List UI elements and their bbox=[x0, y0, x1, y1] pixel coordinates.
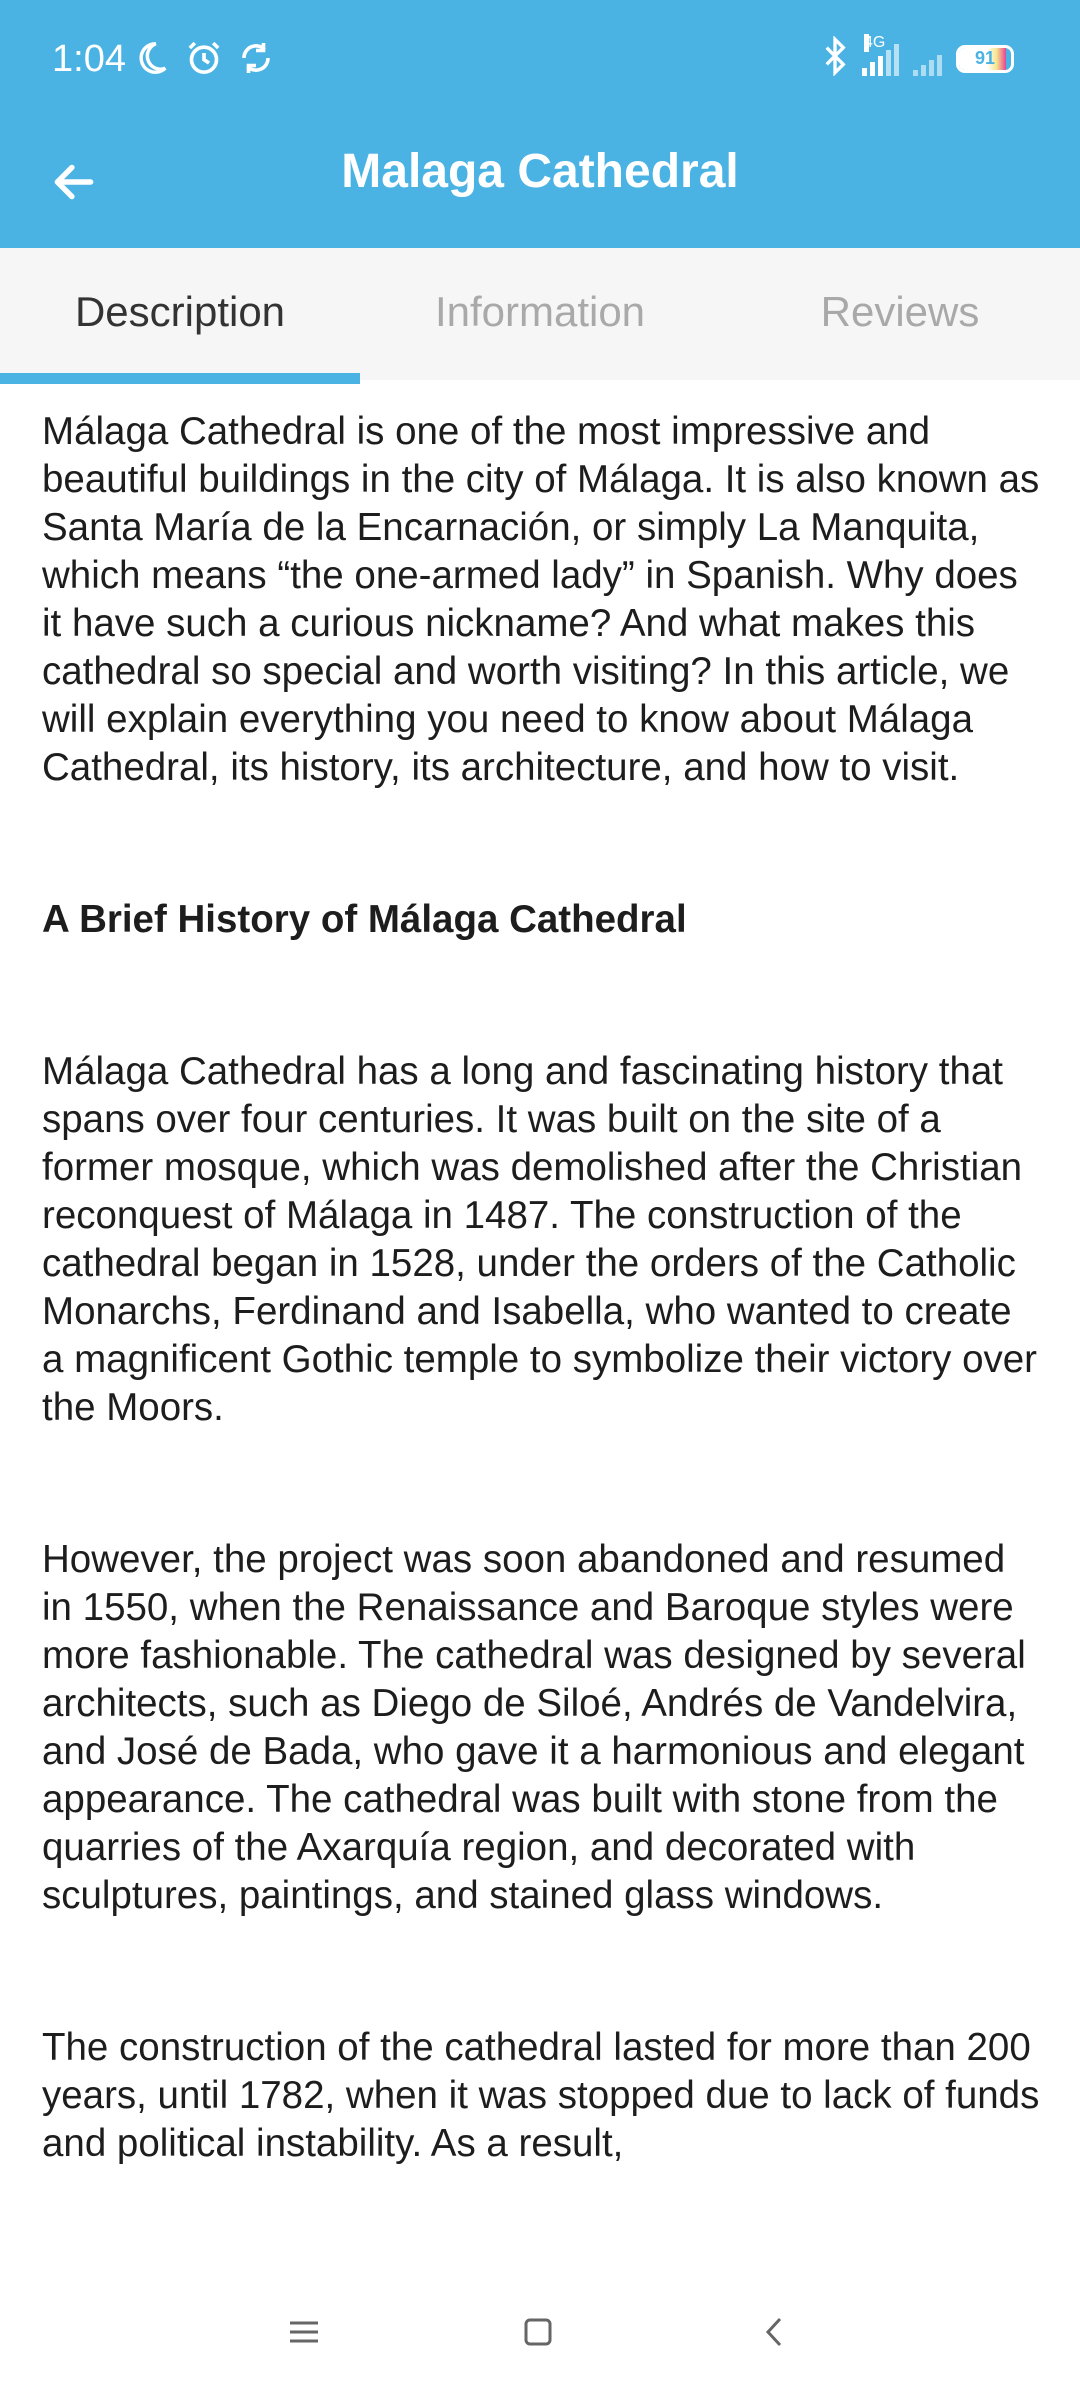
alarm-icon bbox=[184, 38, 224, 78]
system-nav-bar bbox=[0, 2268, 1080, 2400]
back-icon bbox=[762, 2315, 786, 2354]
back-button[interactable] bbox=[38, 148, 110, 220]
history-paragraph-2: However, the project was soon abandoned and resumed in 1550, when the Renaissance and Baroque styles were more fashionable. The cathedral was designed by several architects, such as Diego de Siloé, Andrés de Vandelvira, and José de Bada, who gave it a harmonious and elegant appearance. The cathedral was built with stone from the quarries of the Axarquía region, and decorated with sculptures, paintings, and stained glass windows. bbox=[42, 1538, 1026, 1917]
status-left-icons bbox=[132, 38, 274, 78]
history-paragraph-1: Málaga Cathedral has a long and fascinating history that spans over four centuries. It was built on the site of a former mosque, which was demolished after the Christian reconquest of Málaga in 1487. The construction of the cathedral began in 1528, under the orders of the Catholic Monarchs, Ferdinand and Isabella, who wanted to create a magnificent Gothic temple to symbolize their victory over the Moors. bbox=[42, 1050, 1037, 1429]
history-paragraph-3: The construction of the cathedral lasted for more than 200 years, until 1782, when it was stopped due to lack of funds and political instability. As a result, bbox=[42, 2026, 1040, 2165]
tab-bar bbox=[0, 248, 1080, 380]
battery-level: 91 bbox=[974, 48, 996, 68]
tab-information[interactable]: Information bbox=[434, 288, 646, 335]
signal-secondary-icon bbox=[913, 42, 942, 76]
status-right-icons bbox=[822, 33, 1014, 81]
menu-icon bbox=[287, 2317, 321, 2352]
status-bar bbox=[0, 0, 1080, 120]
section-heading: A Brief History of Málaga Cathedral bbox=[42, 898, 687, 941]
page-title: Malaga Cathedral bbox=[341, 145, 739, 198]
moon-icon bbox=[132, 39, 170, 77]
nav-home-button[interactable] bbox=[510, 2306, 566, 2362]
intro-paragraph: Málaga Cathedral is one of the most impressive and beautiful buildings in the city of Málaga. It is also known as Santa María de la Encarnación, or simply La Manquita, which means “the one-armed lady” in Spanish. Why does it have such a curious nickname? And what makes this cathedral so special and worth visiting? In this article, we will explain everything you need to know about Málaga Cathedral, its history, its architecture, and how to visit. bbox=[42, 410, 1040, 789]
description-content[interactable] bbox=[42, 408, 1042, 2264]
battery-icon bbox=[956, 45, 1014, 73]
status-time: 1:04 bbox=[52, 38, 126, 80]
tab-reviews[interactable]: Reviews bbox=[820, 288, 980, 335]
bluetooth-icon bbox=[822, 36, 848, 81]
sync-icon bbox=[238, 40, 274, 76]
home-icon bbox=[522, 2316, 554, 2353]
app-bar bbox=[0, 120, 1080, 248]
nav-menu-button[interactable] bbox=[276, 2306, 332, 2362]
signal-icon bbox=[862, 33, 899, 76]
network-type-label: 4G bbox=[864, 33, 886, 51]
nav-back-button[interactable] bbox=[746, 2306, 802, 2362]
tab-description[interactable]: Description bbox=[0, 248, 360, 380]
back-arrow-icon bbox=[49, 157, 99, 212]
